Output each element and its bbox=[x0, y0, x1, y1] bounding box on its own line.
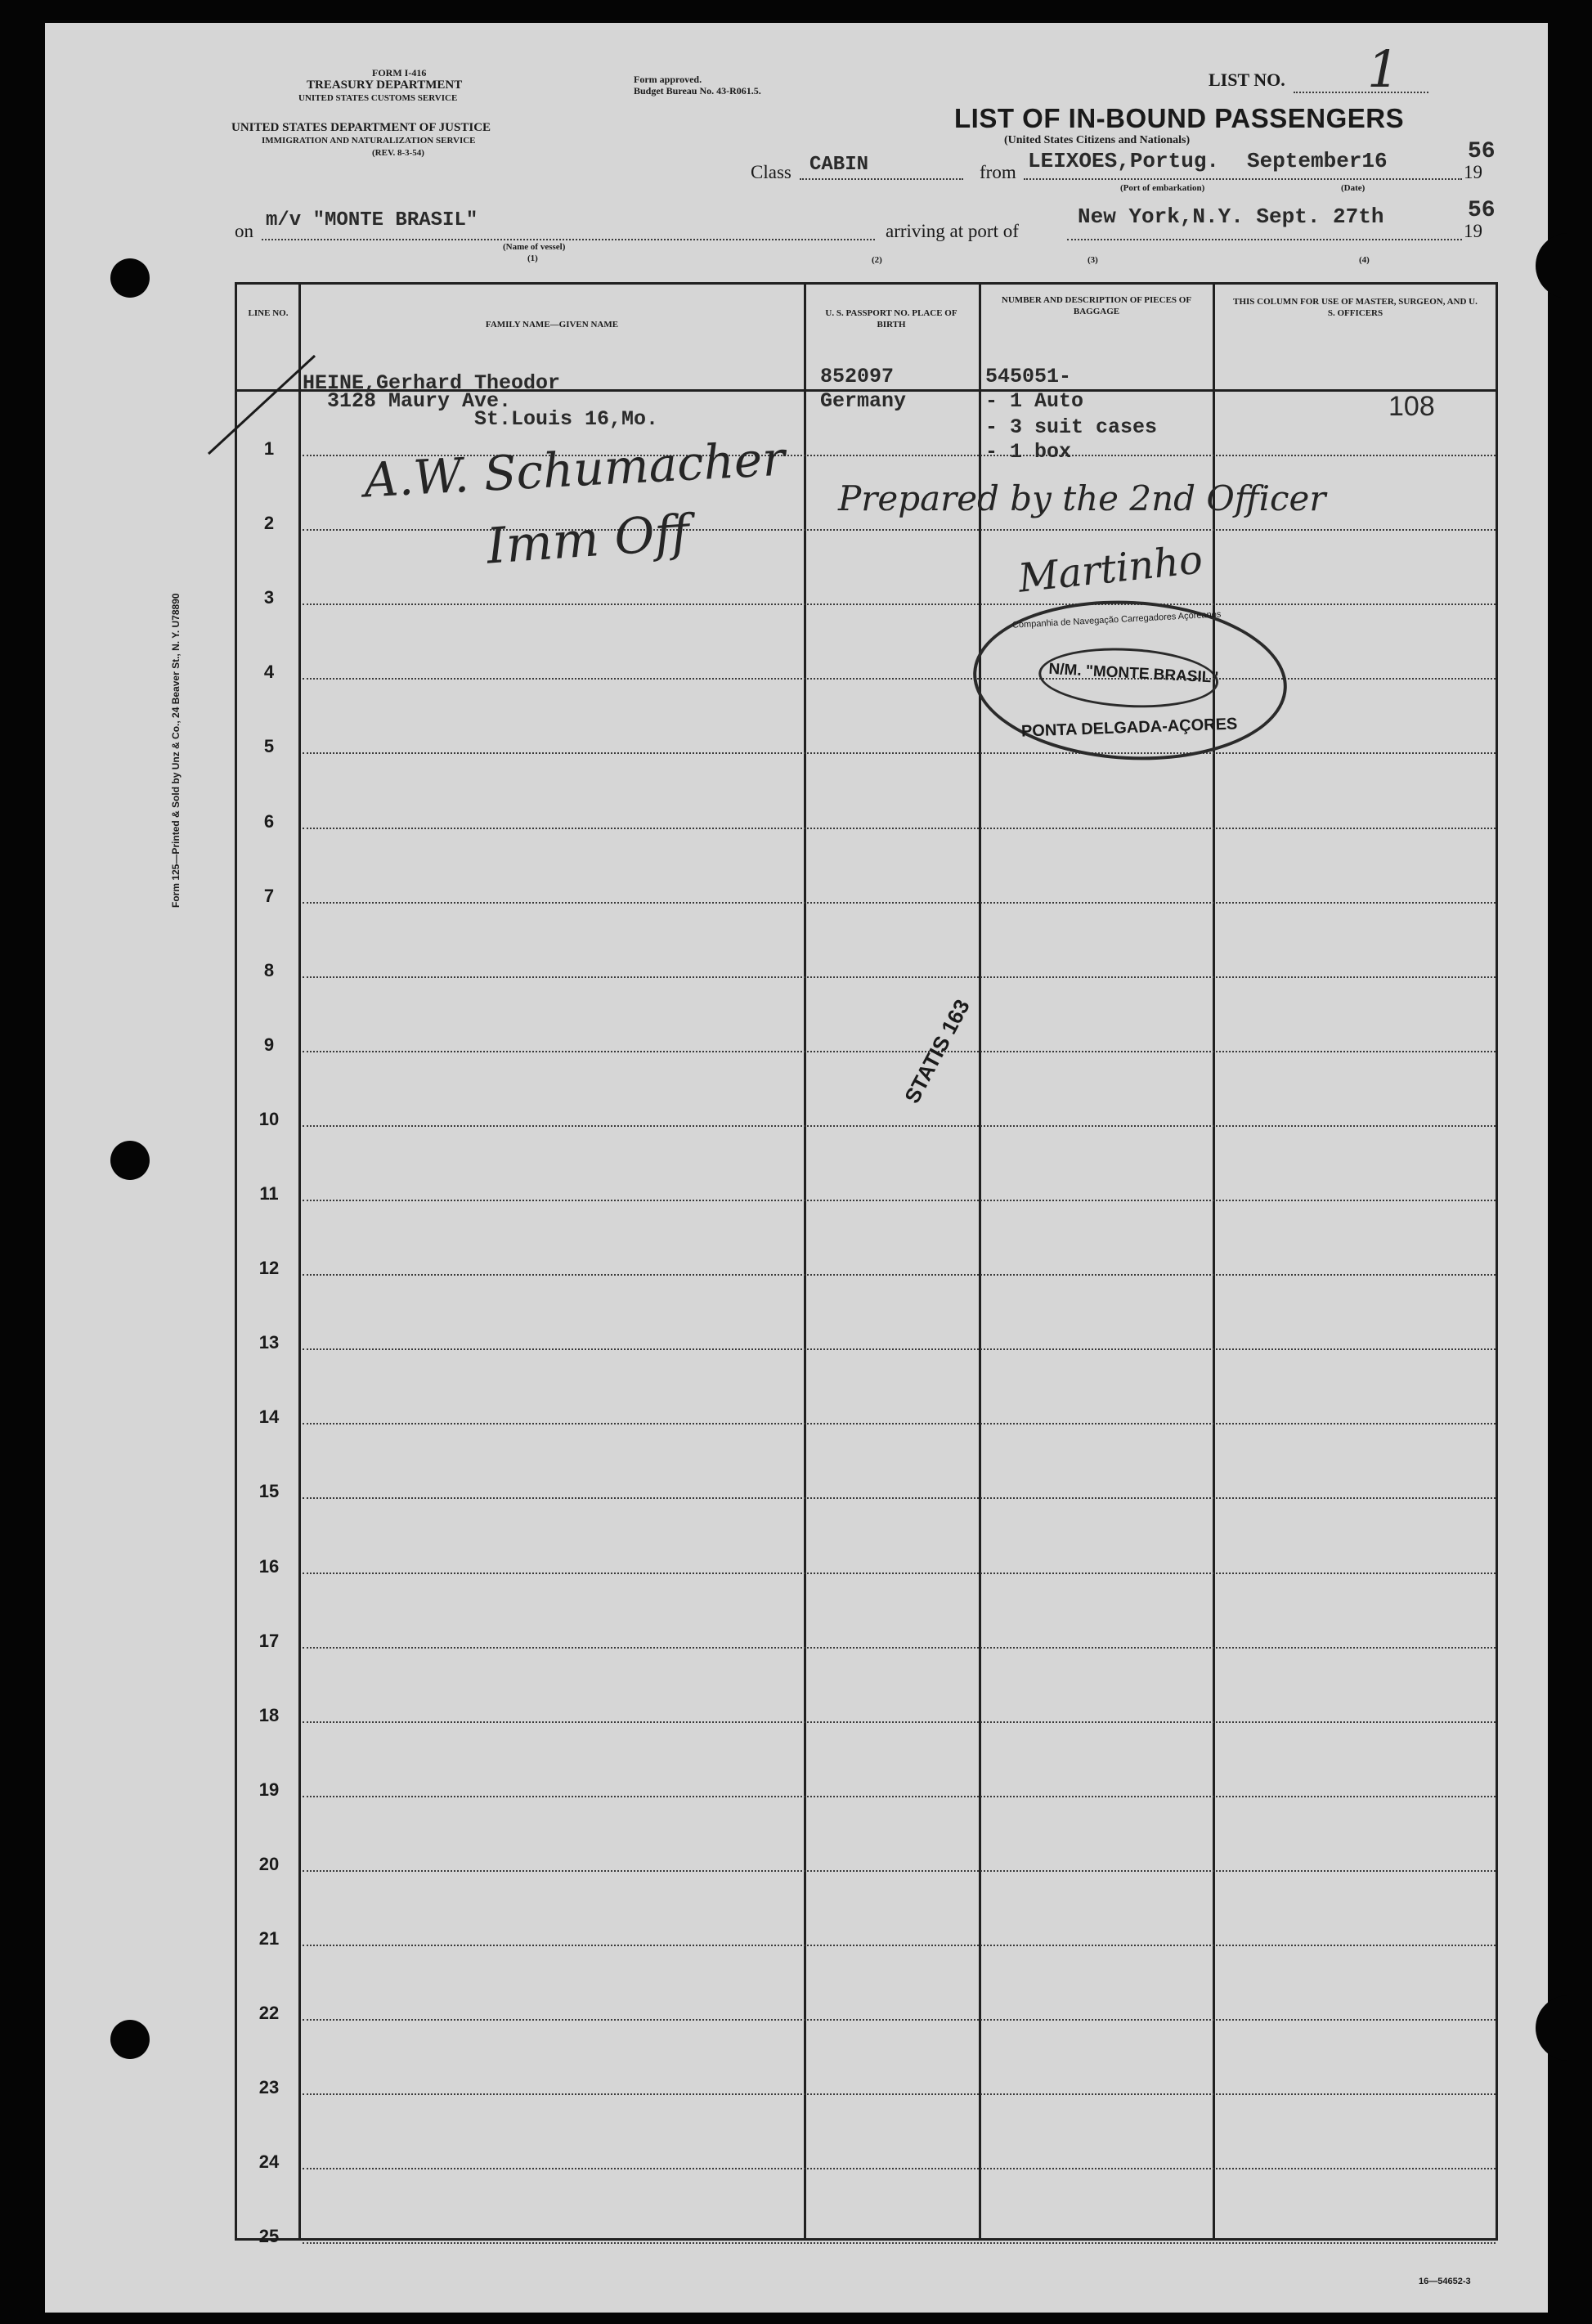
row-number: 16 bbox=[258, 1555, 280, 1577]
header-name: FAMILY NAME—GIVEN NAME bbox=[485, 320, 619, 330]
row-dotted-line bbox=[303, 2168, 1496, 2169]
table-row bbox=[237, 913, 1496, 988]
customs-service: UNITED STATES CUSTOMS SERVICE bbox=[298, 93, 458, 103]
printer-side-text: Form 125—Printed & Sold by Unz & Co., 24 Beaver St., N. Y. U78890 bbox=[170, 593, 182, 908]
table-row bbox=[237, 1137, 1496, 1211]
header-line-no: LINE NO. bbox=[248, 308, 289, 318]
list-no-label: LIST NO. bbox=[1209, 70, 1285, 90]
row-dotted-line bbox=[303, 603, 1496, 605]
row-dotted-line bbox=[303, 752, 1496, 754]
punch-hole-bottom bbox=[110, 2020, 150, 2059]
stamp-vessel-name: N/M. "MONTE BRASIL" bbox=[1048, 660, 1219, 687]
row-number: 18 bbox=[258, 1704, 280, 1725]
row-dotted-line bbox=[303, 1423, 1496, 1424]
table-row bbox=[237, 1882, 1496, 1956]
row-number: 2 bbox=[263, 513, 275, 534]
punch-hole-top bbox=[110, 258, 150, 298]
row-number: 3 bbox=[263, 587, 275, 608]
table-row bbox=[237, 2105, 1496, 2179]
table-row bbox=[237, 1285, 1496, 1360]
row-dotted-line bbox=[303, 1051, 1496, 1052]
table-row bbox=[237, 689, 1496, 764]
row-number: 13 bbox=[258, 1332, 280, 1353]
ins-service: IMMIGRATION AND NATURALIZATION SERVICE bbox=[262, 136, 476, 146]
officer-note: 108 bbox=[1388, 391, 1435, 422]
form-approved: Form approved. bbox=[634, 74, 702, 85]
row-number: 9 bbox=[263, 1034, 275, 1055]
col3-number: (3) bbox=[1087, 255, 1098, 265]
strike-line bbox=[204, 352, 319, 458]
row-number: 25 bbox=[258, 2226, 280, 2247]
header-baggage: NUMBER AND DESCRIPTION OF PIECES OF BAGGAGE bbox=[1001, 295, 1192, 316]
row-number: 7 bbox=[263, 885, 275, 906]
footer-code: 16—54652-3 bbox=[1419, 2277, 1471, 2286]
punch-hole-middle bbox=[110, 1141, 150, 1180]
row-number: 5 bbox=[263, 736, 275, 757]
table-row bbox=[237, 1510, 1496, 1584]
row-dotted-line bbox=[303, 1348, 1496, 1350]
row-dotted-line bbox=[303, 678, 1496, 680]
class-underline bbox=[800, 178, 963, 180]
baggage-number: 545051- bbox=[985, 365, 1072, 388]
row-dotted-line bbox=[303, 1647, 1496, 1649]
treasury-dept: TREASURY DEPARTMENT bbox=[307, 79, 463, 92]
row-dotted-line bbox=[303, 1721, 1496, 1723]
passenger-address-city: St.Louis 16,Mo. bbox=[474, 407, 659, 431]
row-number: 21 bbox=[258, 1928, 280, 1949]
arrival-underline bbox=[1067, 239, 1462, 240]
row-dotted-line bbox=[303, 1870, 1496, 1872]
table-row bbox=[237, 541, 1496, 615]
row-number: 14 bbox=[258, 1407, 280, 1428]
baggage-item-1: - 1 Auto bbox=[985, 389, 1084, 413]
justice-dept: UNITED STATES DEPARTMENT OF JUSTICE bbox=[231, 121, 491, 134]
vessel-underline bbox=[262, 239, 875, 240]
row-number: 10 bbox=[258, 1108, 280, 1129]
row-dotted-line bbox=[303, 976, 1496, 978]
passenger-address-street: 3128 Maury Ave. bbox=[327, 389, 512, 413]
vessel-caption: (Name of vessel) bbox=[503, 242, 566, 252]
row-dotted-line bbox=[303, 1274, 1496, 1276]
row-number: 17 bbox=[258, 1630, 280, 1651]
passport-number: 852097 bbox=[820, 365, 895, 388]
table-row bbox=[237, 1211, 1496, 1285]
row-number: 1 bbox=[263, 438, 275, 460]
row-dotted-line bbox=[303, 828, 1496, 829]
row-dotted-line bbox=[303, 2019, 1496, 2021]
table-row bbox=[237, 1584, 1496, 1658]
stamp-company-text: Companhia de Navegação Carregadores Açoreanos bbox=[1011, 609, 1222, 630]
row-dotted-line bbox=[303, 1200, 1496, 1201]
row-number: 19 bbox=[258, 1779, 280, 1800]
header-officers: THIS COLUMN FOR USE OF MASTER, SURGEON, AND U. S. OFFICERS bbox=[1233, 297, 1478, 318]
embarkation-port: LEIXOES,Portug. bbox=[1028, 149, 1220, 173]
row-number: 11 bbox=[259, 1183, 279, 1205]
page-subtitle: (United States Citizens and Nationals) bbox=[1004, 134, 1191, 146]
page-title: LIST OF IN-BOUND PASSENGERS bbox=[954, 103, 1405, 133]
row-number: 24 bbox=[258, 2151, 280, 2173]
list-no-value: 1 bbox=[1367, 39, 1400, 99]
budget-bureau: Budget Bureau No. 43-R061.5. bbox=[634, 85, 761, 96]
table-row bbox=[237, 1062, 1496, 1137]
baggage-item-2: - 3 suit cases bbox=[985, 415, 1158, 439]
from-underline bbox=[1024, 178, 1462, 180]
table-row bbox=[237, 1434, 1496, 1509]
date-caption: (Date) bbox=[1341, 183, 1366, 193]
passenger-table bbox=[235, 282, 1498, 2247]
row-number: 12 bbox=[258, 1258, 280, 1279]
list-no-underline bbox=[1294, 92, 1428, 93]
table-row bbox=[237, 2030, 1496, 2105]
revision: (REV. 8-3-54) bbox=[372, 148, 424, 158]
vessel-name: m/v "MONTE BRASIL" bbox=[266, 209, 478, 231]
class-value: CABIN bbox=[809, 154, 869, 176]
table-row bbox=[237, 1956, 1496, 2030]
passenger-name: HEINE,Gerhard Theodor bbox=[303, 371, 561, 395]
birthplace: Germany bbox=[820, 389, 907, 413]
table-row bbox=[237, 1360, 1496, 1434]
row-number: 20 bbox=[258, 1853, 280, 1874]
col4-number: (4) bbox=[1359, 255, 1370, 265]
row-number: 22 bbox=[258, 2003, 280, 2024]
prepared-by-note: Prepared by the 2nd Officer bbox=[838, 478, 1326, 518]
row-dotted-line bbox=[303, 1497, 1496, 1499]
arrival-port-date: New York,N.Y. Sept. 27th bbox=[1078, 204, 1384, 229]
row-dotted-line bbox=[303, 2093, 1496, 2095]
row-dotted-line bbox=[303, 1125, 1496, 1127]
port-caption: (Port of embarkation) bbox=[1120, 183, 1205, 193]
year-value-1: 56 bbox=[1468, 139, 1496, 164]
row-number: 23 bbox=[258, 2077, 280, 2098]
col1-number: (1) bbox=[527, 253, 538, 263]
col2-number: (2) bbox=[872, 255, 882, 265]
row-number: 6 bbox=[263, 810, 275, 832]
row-dotted-line bbox=[303, 2242, 1496, 2244]
row-dotted-line bbox=[303, 1573, 1496, 1574]
year-prefix-1: 19 bbox=[1464, 162, 1482, 182]
row-dotted-line bbox=[303, 1796, 1496, 1797]
ship-officer-signature: Martinho bbox=[1016, 536, 1205, 602]
arriving-label: arriving at port of bbox=[886, 221, 1019, 241]
row-dotted-line bbox=[303, 529, 1496, 531]
baggage-item-3: - 1 box bbox=[985, 440, 1072, 464]
table-row bbox=[237, 839, 1496, 913]
class-label: Class bbox=[751, 162, 792, 182]
table-row bbox=[237, 988, 1496, 1062]
table-row bbox=[237, 1733, 1496, 1807]
year-value-2: 56 bbox=[1468, 198, 1496, 223]
on-label: on bbox=[235, 221, 253, 241]
table-row bbox=[237, 765, 1496, 839]
row-dotted-line bbox=[303, 1945, 1496, 1946]
table-row bbox=[237, 2179, 1496, 2254]
table-row bbox=[237, 1807, 1496, 1882]
row-number: 8 bbox=[263, 959, 275, 980]
row-number: 4 bbox=[263, 662, 275, 683]
embarkation-date: September16 bbox=[1247, 149, 1388, 173]
immigration-officer-title: Imm Off bbox=[484, 504, 692, 576]
header-passport: U. S. PASSPORT NO. PLACE OF BIRTH bbox=[825, 308, 957, 330]
year-prefix-2: 19 bbox=[1464, 221, 1482, 241]
form-id: FORM I-416 bbox=[372, 67, 427, 79]
table-row bbox=[237, 615, 1496, 689]
stamp-port-text: PONTA DELGADA-AÇORES bbox=[1020, 715, 1238, 741]
table-row bbox=[237, 1658, 1496, 1733]
row-dotted-line bbox=[303, 902, 1496, 904]
from-label: from bbox=[980, 162, 1016, 182]
immigration-officer-signature: A.W. Schumacher bbox=[362, 430, 787, 509]
row-number: 15 bbox=[258, 1481, 280, 1502]
statis-stamp: STATIS 163 bbox=[899, 995, 975, 1108]
